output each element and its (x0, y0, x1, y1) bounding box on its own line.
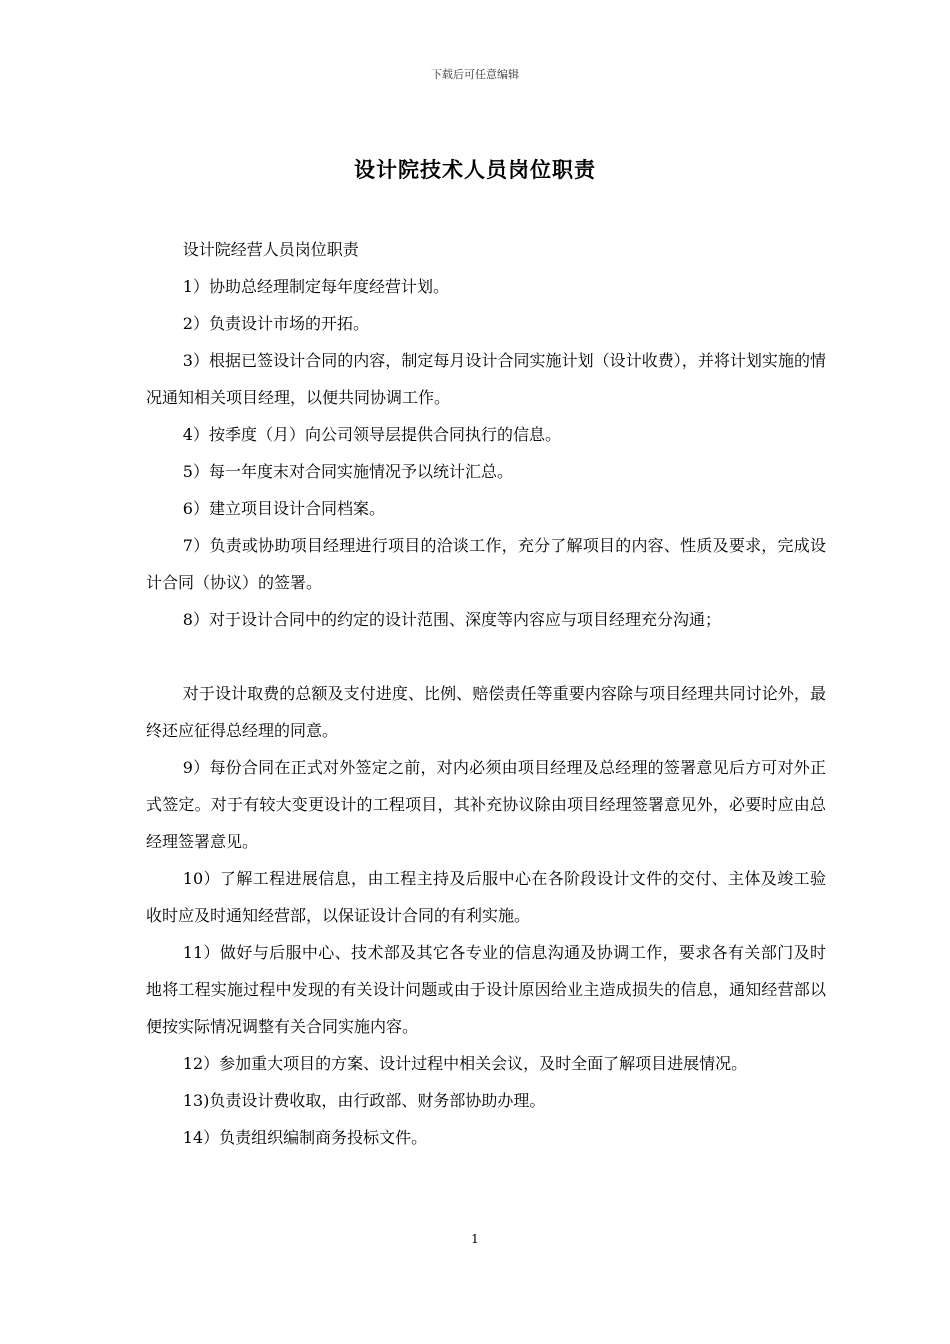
paragraph-item-1: 1）协助总经理制定每年度经营计划。 (182, 277, 449, 296)
paragraph-item-8: 8）对于设计合同中的约定的设计范围、深度等内容应与项目经理充分沟通； (182, 610, 721, 629)
paragraph-item-3: 3）根据已签设计合同的内容，制定每月设计合同实施计划（设计收费），并将计划实施的情况通知相关项目经理，以便共同协调工作。 (146, 351, 826, 407)
paragraph-item-5: 5）每一年度末对合同实施情况予以统计汇总。 (182, 462, 513, 481)
paragraph-item-6: 6）建立项目设计合同档案。 (182, 499, 385, 518)
paragraph-item-12: 12）参加重大项目的方案、设计过程中相关会议，及时全面了解项目进展情况。 (182, 1054, 748, 1073)
paragraph-item-7: 7）负责或协助项目经理进行项目的洽谈工作，充分了解项目的内容、性质及要求，完成设计合同（协议）的签署。 (146, 536, 826, 592)
page-number: 1 (471, 1232, 479, 1246)
paragraph-item-10: 10）了解工程进展信息，由工程主持及后服中心在各阶段设计文件的交付、主体及竣工验收时应及时通知经营部，以保证设计合同的有利实施。 (146, 869, 826, 925)
document-body (146, 231, 826, 1156)
paragraph-section-heading: 设计院经营人员岗位职责 (182, 240, 359, 259)
paragraph-item-14: 14）负责组织编制商务投标文件。 (182, 1128, 428, 1147)
header-note: 下载后可任意编辑 (431, 68, 519, 81)
paragraph-item-13: 13)负责设计费收取，由行政部、财务部协助办理。 (182, 1091, 546, 1110)
paragraph-item-11: 11）做好与后服中心、技术部及其它各专业的信息沟通及协调工作，要求各有关部门及时地将工程实施过程中发现的有关设计问题或由于设计原因给业主造成损失的信息，通知经营部以便按实际情况调整有关合同实施内容。 (146, 943, 826, 1036)
paragraph-item-8-continued: 对于设计取费的总额及支付进度、比例、赔偿责任等重要内容除与项目经理共同讨论外，最终还应征得总经理的同意。 (146, 684, 826, 740)
paragraph-item-9: 9）每份合同在正式对外签定之前，对内必须由项目经理及总经理的签署意见后方可对外正式签定。对于有较大变更设计的工程项目，其补充协议除由项目经理签署意见外，必要时应由总经理签署意见。 (146, 758, 826, 851)
document-title: 设计院技术人员岗位职责 (354, 157, 596, 182)
paragraph-item-4: 4）按季度（月）向公司领导层提供合同执行的信息。 (182, 425, 561, 444)
paragraph-item-2: 2）负责设计市场的开拓。 (182, 314, 369, 333)
